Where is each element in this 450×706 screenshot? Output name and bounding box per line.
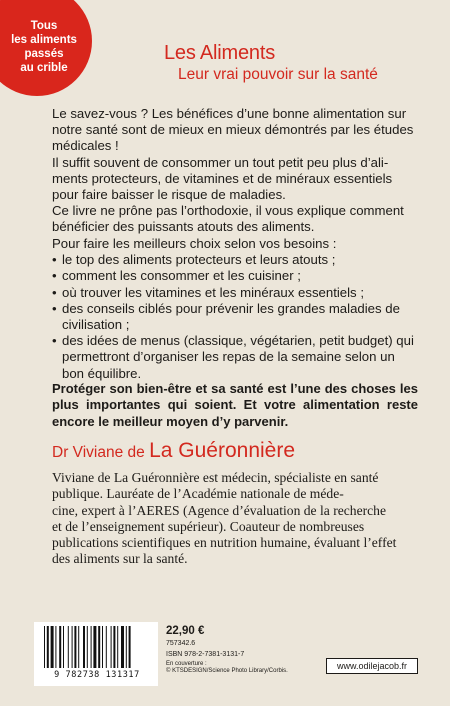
barcode-bar (102, 626, 103, 668)
list-item: • des idées de menus (classique, végétarien, petit budget) qui permettront d’organiser les repas de la semaine selon un bon équilibre. (52, 333, 418, 382)
barcode-bar (98, 626, 100, 668)
author-name (52, 439, 295, 463)
barcode-bar (83, 626, 85, 668)
barcode-bar (129, 626, 131, 668)
list-item: • le top des aliments protecteurs et leurs atouts ; (52, 252, 418, 268)
benefits-intro: Pour faire les meilleurs choix selon vos besoins : (52, 236, 337, 251)
cover-credit-label: En couverture : (166, 661, 207, 667)
text-line: des aliments sur la santé. (52, 551, 188, 567)
barcode (34, 622, 158, 686)
barcode-bar (44, 626, 45, 668)
barcode-bar (117, 626, 118, 668)
benefits-section (52, 236, 418, 382)
barcode-bar (93, 626, 96, 668)
barcode-bar (47, 626, 49, 668)
text-line: publique. Lauréate de l’Académie nationale de méde- (52, 486, 344, 502)
barcode-bar (74, 626, 76, 668)
badge-line: les aliments (11, 34, 77, 46)
text-line: médicales ! (52, 138, 119, 154)
barcode-bar (51, 626, 54, 668)
text-line: publications scientifiques en nutrition humaine, évaluant l’effet (52, 535, 397, 551)
product-code: 757342.6 (166, 640, 196, 647)
barcode-bar (126, 626, 127, 668)
barcode-bar (55, 626, 56, 668)
cover-credit: © KTSDESIGN/Science Photo Library/Corbis. (166, 668, 288, 674)
book-subtitle: Leur vrai pouvoir sur la santé (178, 66, 378, 83)
list-item: • comment les consommer et les cuisiner ; (52, 268, 418, 284)
barcode-bars (40, 626, 152, 670)
barcode-bar (68, 626, 69, 668)
author-last-name: La Guéronnière (149, 439, 296, 462)
highlight-paragraph: Protéger son bien-être et sa santé est l’une des choses les plus importantes qui soient. Et votre alimentation reste encore le meilleur moyen d’y parvenir. (52, 381, 418, 429)
barcode-bar (121, 626, 124, 668)
publisher-website: www.odilejacob.fr (326, 658, 418, 674)
text-line: cine, expert à l’AERES (Agence d’évaluation de la recherche (52, 502, 387, 518)
barcode-bar (59, 626, 61, 668)
author-bio (52, 470, 418, 568)
badge-line: Tous (30, 20, 58, 32)
text-line: Il suffit souvent de consommer un tout petit peu plus d’ali- (52, 154, 389, 170)
text-line: Ce livre ne prône pas l’orthodoxie, il vous explique comment (52, 203, 404, 219)
text-line: Viviane de La Guéronnière est médecin, spécialiste en santé (52, 470, 379, 485)
barcode-bar (91, 626, 92, 668)
author-first-name: Dr Viviane de (52, 444, 150, 461)
intro-paragraph (52, 106, 418, 236)
barcode-bar (106, 626, 107, 668)
text-line: ments protecteurs, de vitamines et de minéraux essentiels (52, 170, 393, 186)
barcode-bar (111, 626, 112, 668)
text-line: pour faire baisser le risque de maladies. (52, 187, 286, 203)
text-line: et de l’enseignement supérieur). Coauteur de nombreuses (52, 518, 365, 534)
text-line: Le savez-vous ? Les bénéfices d’une bonne alimentation sur (52, 106, 407, 121)
price: 22,90 € (166, 625, 205, 637)
barcode-number: 9 782738 131317 (54, 670, 140, 680)
benefits-list (52, 252, 418, 382)
barcode-bar (113, 626, 115, 668)
barcode-bar (72, 626, 73, 668)
badge-line: passés (24, 48, 64, 60)
badge-line: au crible (20, 62, 68, 74)
promo-badge (0, 0, 92, 96)
text-line: bénéficier des puissants atouts des aliments. (52, 219, 315, 235)
barcode-bar (63, 626, 64, 668)
isbn: ISBN 978-2-7381-3131-7 (166, 651, 245, 658)
barcode-bar (87, 626, 88, 668)
book-title: Les Aliments (164, 42, 275, 64)
list-item: • où trouver les vitamines et les minéraux essentiels ; (52, 285, 418, 301)
text-line: notre santé sont de mieux en mieux démontrés par les études (52, 122, 414, 138)
list-item: • des conseils ciblés pour prévenir les grandes maladies de civilisation ; (52, 301, 418, 333)
barcode-bar (78, 626, 79, 668)
